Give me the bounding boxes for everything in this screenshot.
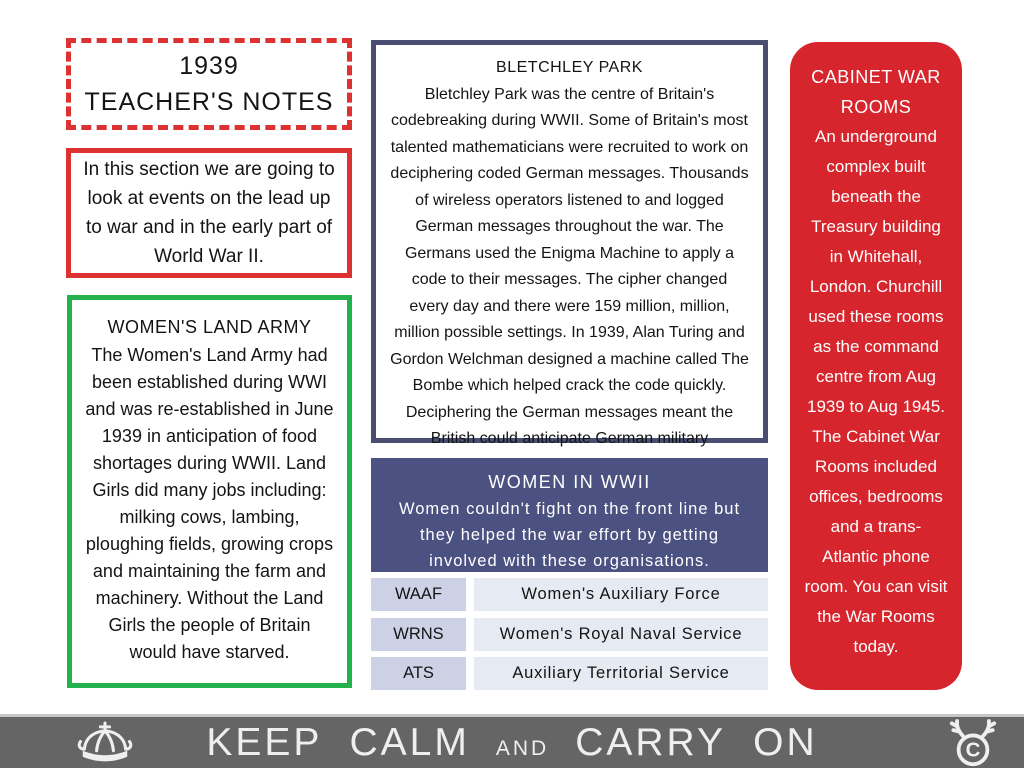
org-name-cell: Auxiliary Territorial Service: [474, 657, 768, 690]
org-name-cell: Women's Royal Naval Service: [474, 618, 768, 651]
carry-on-text: CARRY ON: [575, 720, 818, 764]
and-text: AND: [495, 736, 550, 760]
org-abbr-cell: ATS: [371, 657, 466, 690]
page-title-label: TEACHER'S NOTES: [84, 88, 334, 116]
womens-land-army-box: [67, 295, 352, 688]
keep-calm-footer: [0, 714, 1024, 768]
org-abbr-cell: WRNS: [371, 618, 466, 651]
intro-text: In this section we are going to look at events on the lead up to war and in the early part of World War II.: [83, 159, 335, 267]
women-in-wwii-header: [371, 458, 768, 572]
table-row: [371, 618, 768, 651]
bletchley-park-text: Bletchley Park was the centre of Britain's codebreaking during WWII. Some of Britain's most talented mathematicians were recruited to work on deciphering coded German messages. Thousands of wireless operators listened to and logged German messages throughout the war. The Germans used the Enigma Machine to apply a code to their messages. The cipher changed every day and there were 159 million, million, million possible settings. In 1939, Alan Turing and Gordon Welchman designed a machine called The Bombe which helped crack the code quickly. Deciphering the German messages meant the British could anticipate German military: [390, 85, 749, 447]
womens-land-army-title: WOMEN'S LAND ARMY: [107, 317, 312, 337]
women-in-wwii-subtitle: Women couldn't fight on the front line but they helped the war effort by getting involved with these organisations.: [398, 500, 741, 570]
bletchley-park-box: [371, 40, 768, 447]
org-name-cell: Women's Auxiliary Force: [474, 578, 768, 611]
page-title-year: 1939: [179, 52, 239, 80]
cabinet-war-rooms-title: CABINET WAR ROOMS: [811, 67, 941, 117]
womens-land-army-text: The Women's Land Army had been established during WWI and was re-established in June 1939 in anticipation of food shortages during WWII. Land Girls did many jobs including: milking cows, lambing, ploughing fields, growing crops and maintaining the farm and machinery. Without the Land Girls the people of Britain would have starved.: [85, 345, 334, 662]
intro-box: [66, 148, 352, 278]
cabinet-war-rooms-text: An underground complex built beneath the Treasury building in Whitehall, London. Churchill used these rooms as the command centre from Aug 1939 to Aug 1945. The Cabinet War Rooms included offices, bedrooms and a trans-Atlantic phone room. You can visit the War Rooms today.: [804, 127, 948, 656]
footer-slogan: [206, 721, 817, 765]
org-abbr-cell: WAAF: [371, 578, 466, 611]
table-row: [371, 657, 768, 690]
table-row: [371, 578, 768, 611]
crown-icon: [72, 720, 138, 766]
organisations-table: [371, 578, 768, 690]
bletchley-park-title: BLETCHLEY PARK: [496, 59, 643, 76]
svg-text:C: C: [965, 738, 981, 762]
title-box: [66, 38, 352, 130]
moose-copyright-icon: [942, 718, 1004, 768]
women-in-wwii-title: WOMEN IN WWII: [488, 472, 651, 492]
keep-calm-text: KEEP CALM: [206, 720, 470, 764]
cabinet-war-rooms-box: [790, 42, 962, 690]
